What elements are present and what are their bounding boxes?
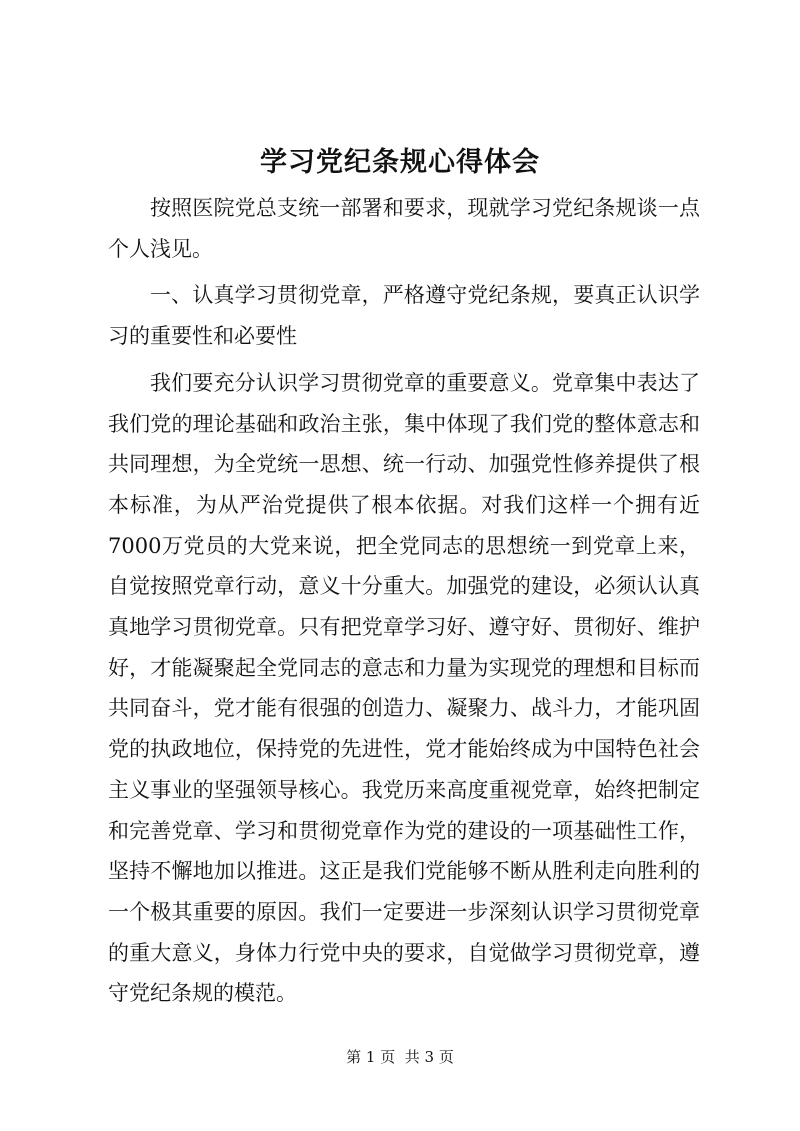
intro-paragraph: 按照医院党总支统一部署和要求，现就学习党纪条规谈一点个人浅见。 (108, 196, 700, 261)
document-body (108, 188, 700, 1020)
section-heading: 一、认真学习贯彻党章，严格遵守党纪条规，要真正认识学习的重要性和必要性 (108, 283, 700, 349)
page-number-footer: 第 1 页 共 3 页 (346, 1048, 454, 1066)
document-title: 学习党纪条规心得体会 (260, 147, 540, 178)
body-paragraph: 我们要充分认识学习贯彻党章的重要意义。党章集中表达了我们党的理论基础和政治主张，集中体现了我们党的整体意志和共同理想，为全党统一思想、统一行动、加强党性修养提供了根本标准，为从严治党提供了根本依据。对我们这样一个拥有近7000万党员的大党来说，把全党同志的思想统一到党章上来，自觉按照党章行动，意义十分重大。加强党的建设，必须认认真真地学习贯彻党章。只有把党章学习好、遵守好、贯彻好、维护好，才能凝聚起全党同志的意志和力量为实现党的理想和目标而共同奋斗，党才能有很强的创造力、凝聚力、战斗力，才能巩固党的执政地位，保持党的先进性，党才能始终成为中国特色社会主义事业的坚强领导核心。我党历来高度重视党章，始终把制定和完善党章、学习和贯彻党章作为党的建设的一项基础性工作，坚持不懈地加以推进。这正是我们党能够不断从胜利走向胜利的一个极其重要的原因。我们一定要进一步深刻认识学习贯彻党章的重大意义，身体力行党中央的要求，自觉做学习贯彻党章，遵守党纪条规的模范。 (108, 370, 700, 1006)
